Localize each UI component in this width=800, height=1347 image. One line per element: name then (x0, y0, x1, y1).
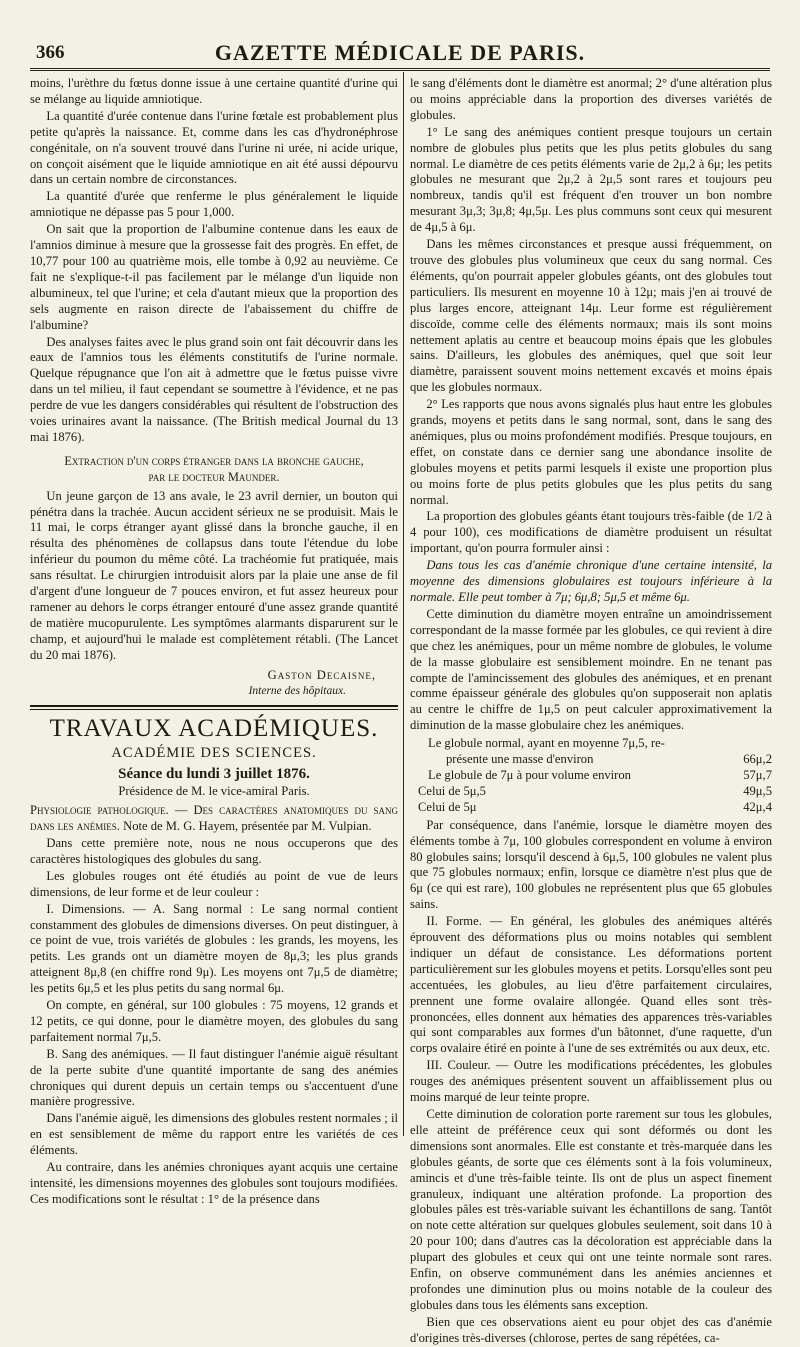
table-value (714, 736, 772, 752)
table-label: Le globule normal, ayant en moyenne 7μ,5, re- (428, 736, 665, 751)
paragraph: Cette diminution du diamètre moyen entraîne un amoindrissement correspondant de la masse formée par les globules, ce qui revient à dire que chez les anémiques, pour un même nombre de globules, le volume de la masse globulaire est sensiblement moindre. En ne tenant pas compte de l'amincissement des globules des anémiques, et en prenant comme épaisseur générale des globules qu'on supposerait non aplatis au centre le chiffre de 1μ,5 on peut calculer approximativement la diminution de la masse globulaire chez les anémiques. (410, 606, 772, 733)
author-signature: Gaston Decaisne, (267, 667, 376, 682)
page-header (30, 36, 770, 71)
paragraph: La proportion des globules géants étant toujours très-faible (de 1/2 à 4 pour 100), ces modifications de diamètre produisent un résultat important, qu'on pourra formuler ainsi : (410, 509, 772, 556)
left-column (30, 76, 398, 1206)
paragraph: Dans les mêmes circonstances et presque aussi fréquemment, on trouve des globules plus volumineux que ceux du sang normal. Ces éléments, qu'on pourrait appeler globules géants, ont des globules tout particuliers. Ils mesurent en moyenne 10 à 12μ; mais j'en ai trouvé de plus larges encore, atteignant 14μ. Leur forme est régulièrement discoïde, comme celle des éléments normaux; mais ils sont moins nettement aplatis au centre et beaucoup moins épais que les globules sains. D'ailleurs, les globules des anémiques, quel que soit leur diamètre, paraissent souvent moins nettement excavés et moins épais que les globules normaux. (410, 237, 772, 395)
table-row (410, 784, 772, 800)
paragraph: 1° Le sang des anémiques contient presque toujours un certain nombre de globules plus petits que les plus petits globules du sang normal. Le diamètre de ces petits éléments varie de 2μ,2 à 6μ; les petits globules ne mesurant que 2μ,2 à 2μ,5 sont rares et toujours peu nombreux, tandis qu'il est fréquent d'en trouver un bon nombre mesurant 3μ,3; 3μ,8; 4μ,5μ. Les plus communs sont ceux qui mesurent de 4μ,5 à 6μ. (410, 124, 772, 235)
paragraph: Un jeune garçon de 13 ans avale, le 23 avril dernier, un bouton qui pénétra dans la trachée. Aucun accident sérieux ne se produisit. Mais le 11 mai, le corps étranger ayant glissé dans la bronche gauche, il en résulta des phénomènes de collapsus dans toute l'étendue du lobe inférieur du poumon du même côté. La trachéomie fut pratiquée, mais sans résultat. Le chirurgien introduisit alors par la plaie une anse de fil d'argent d'une longueur de 7 pouces environ, et fut assez heureux pour ramener au dehors le corps étranger entouré d'une assez grande quantité de matière mucopurulente. Les symptômes alarmants disparurent sur le champ, et aujourd'hui le malade est complètement rétabli. (The Lancet du 20 mai 1876). (30, 488, 398, 662)
paragraph: Dans cette première note, nous ne nous occuperons que des caractères histologiques des globules du sang. (30, 835, 398, 866)
right-column (410, 76, 772, 1345)
volume-table (410, 736, 772, 816)
paragraph: le sang d'éléments dont le diamètre est anormal; 2° d'une altération plus ou moins appréciable dans la proportion des diverses variétés de globules. (410, 76, 772, 122)
page-number: 366 (36, 42, 65, 63)
table-row (410, 768, 772, 784)
paragraph: La quantité d'urée contenue dans l'urine fœtale est probablement plus petite qu'après la naissance. Et, comme dans les cas d'hydronéphrose congénitale, on n'a souvent trouvé dans l'urine ni urée, ni acide urique, on conçoit aisément que le liquide amniotique en ait été aussi dépourvu dans un certain nombre de circonstances. (30, 108, 398, 187)
table-label: Celui de 5μ,5 (418, 783, 486, 798)
paragraph: On sait que la proportion de l'albumine contenue dans les eaux de l'amnios diminue à mesure que la grossesse fait des progrès. En effet, de 10,77 pour 100 au quatrième mois, elle tombe à 0,92 au neuvième. Ce fait ne s'explique-t-il pas facilement par le mélange d'un liquide non albumineux, tel que l'urine; et cela d'autant mieux que la proportion des sels augmente en raison directe de l'abaissement du chiffre de l'albumine? (30, 222, 398, 332)
paragraph: Au contraire, dans les anémies chroniques ayant acquis une certaine intensité, les dimensions moyennes des globules sont toujours modifiées. Ces modifications sont le résultat : 1° de la présence dans (30, 1160, 398, 1206)
table-value: 42μ,4 (743, 799, 772, 814)
paragraph: I. Dimensions. — A. Sang normal : Le sang normal contient constamment des globules de dimensions diverses. On peut distinguer, à ce point de vue, trois variétés de globules : les grands, les moyens, les petits. Les grands ont un diamètre moyen de 8μ,3; les plus grands atteignent 8μ,8 (en chiffre rond 9μ). Les moyens ont 7μ,5 de diamètre; les petits 6μ,5 et les plus petits du sang normal 6μ. (30, 901, 398, 996)
table-value: 49μ,5 (743, 783, 772, 798)
running-title: GAZETTE MÉDICALE DE PARIS. (214, 40, 586, 65)
paragraph: moins, l'urèthre du fœtus donne issue à une certaine quantité d'urine qui se mélange au liquide amniotique. (30, 76, 398, 106)
note-heading (30, 803, 398, 835)
section-title: TRAVAUX ACADÉMIQUES. (49, 715, 379, 743)
paragraph: Bien que ces observations aient eu pour objet des cas d'anémie d'origines très-diverses (chlorose, pertes de sang répétées, ca- (410, 1314, 772, 1345)
article-title-line: Extraction d'un corps étranger dans la bronche gauche, (64, 453, 364, 468)
paragraph: Des analyses faites avec le plus grand soin ont fait découvrir dans les eaux de l'amnios tous les éléments constitutifs de l'urine normale. Quelque répugnance que l'on ait à admettre que le fœtus puisse vivre dans un tel milieu, il faut cependant se soumettre à l'évidence, et ne pas perdre de vue les dangers considérables qui résultent de l'obstruction des voies urinaires avant la naissance. (The British medical Journal du 13 mai 1876). (30, 334, 398, 444)
presidence-line: Présidence de M. le vice-amiral Paris. (118, 784, 310, 799)
article-author: par le docteur Maunder. (148, 469, 280, 484)
paragraph: 2° Les rapports que nous avons signalés plus haut entre les globules grands, moyens et petits dans le sang normal, sont, dans le sang des anémiques, plus ou moins profondément modifiés. Presque toujours, en effet, on constate dans ce dernier sang une abondance insolite de globules moyens et petits parmi lesquels il existe une proportion plus ou moins forte de plus petits globules que les plus petits du sang normal. (410, 397, 772, 507)
table-value: 57μ,7 (743, 767, 772, 782)
table-label: Celui de 5μ (418, 799, 477, 814)
session-title: Séance du lundi 3 juillet 1876. (118, 766, 310, 783)
paragraph: II. Forme. — En général, les globules des anémiques altérés éprouvent des déformations plus ou moins notables qui semblent indiquer un défaut de consistance. Les déformations portent particulièrement sur les globules moyens et petits. Lorsqu'elles sont peu accentuées, les globules, au lieu d'être parfaitement circulaires, prennent une forme ovalaire allongée. Quand elles sont très-prononcées, elles donnent aux hématies des apparences très-variables qui sont comparables aux formes d'un bâtonnet, d'une raquette, d'un corps ovalaire étiré en pointe à l'une de ses extrémités ou aux deux, etc. (410, 914, 772, 1056)
note-heading-rest: Note de M. G. Hayem, présentée par M. Vulpian. (119, 819, 372, 834)
paragraph: III. Couleur. — Outre les modifications précédentes, les globules rouges des anémiques présentent souvent un affaiblissement plus ou moins marqué de leur teinte propre. (410, 1058, 772, 1105)
table-value: 66μ,2 (743, 752, 772, 767)
paragraph: Cette diminution de coloration porte rarement sur tous les globules, elle atteint de préférence ceux qui sont déformés ou dont les dimensions sont anormales. Elle est constante et très-marquée dans les globules géants, de sorte que ces éléments sont à la fois volumineux, amincis et d'une très-faible teinte. Ils ont de plus un aspect finement granuleux, indiquant une altération profonde. La proportion des globules pâles est très-variable suivant les échantillons de sang. Tantôt on note cette altération sur quelques globules seulement, soit dans 10 à 20 pour 100; dans d'autres cas la décoloration est appréciable dans la plupart des globules et ceux qui ont une teinte normale sont rares. Enfin, on observe communément dans les anémies anciennes et profondes une diminution plus ou moins notable de la couleur des globules dans tous les éléments sans exception. (410, 1107, 772, 1312)
subsection-title: ACADÉMIE DES SCIENCES. (111, 745, 317, 762)
table-row (410, 736, 772, 752)
table-label: Le globule de 7μ à pour volume environ (428, 767, 631, 782)
table-label: présente une masse d'environ (446, 752, 594, 767)
author-affiliation: Interne des hôpitaux. (248, 684, 346, 697)
paragraph: La quantité d'urée que renferme le plus généralement le liquide amniotique ne dépasse pas 5 pour 1,000. (30, 189, 398, 220)
paragraph: Par conséquence, dans l'anémie, lorsque le diamètre moyen des éléments tombe à 7μ, 100 globules correspondent en volume à environ 80 globules sains; lorsqu'il descend à 6μ,5, 100 globules ne valent plus que 75 globules normaux; enfin, lorsque ce diamètre n'est plus que de 6μ (ce qui est rare), 100 globules ne représentent plus que 65 globules sains. (410, 817, 772, 912)
table-row (410, 752, 772, 768)
table-row (410, 800, 772, 816)
paragraph: B. Sang des anémiques. — Il faut distinguer l'anémie aiguë résultant de la perte subite d'une quantité importante de sang des anémies chroniques qui durent depuis un certain temps ou s'accentuent d'une manière progressive. (30, 1046, 398, 1109)
article-title (30, 454, 398, 486)
note-heading-lead: Physiologie pathologique. — Des caractères anatomiques du sang dans les anémies. (30, 803, 398, 834)
paragraph: Dans l'anémie aiguë, les dimensions des globules restent normales ; il en est sensiblement de même du rapport entre les variétés de ces éléments. (30, 1111, 398, 1158)
section-rule (30, 705, 398, 710)
column-divider (403, 72, 404, 1136)
paragraph: Les globules rouges ont été étudiés au point de vue de leurs dimensions, de leur forme et de leur couleur : (30, 868, 398, 899)
paragraph: On compte, en général, sur 100 globules : 75 moyens, 12 grands et 12 petits, ce qui donne, pour le diamètre moyen, des globules du sang parfaitement normal 7μ,5. (30, 998, 398, 1044)
paragraph-italic: Dans tous les cas d'anémie chronique d'une certaine intensité, la moyenne des dimensions globulaires est toujours inférieure à la normale. Elle peut tomber à 7μ; 6μ,8; 5μ,5 et même 6μ. (410, 558, 772, 604)
